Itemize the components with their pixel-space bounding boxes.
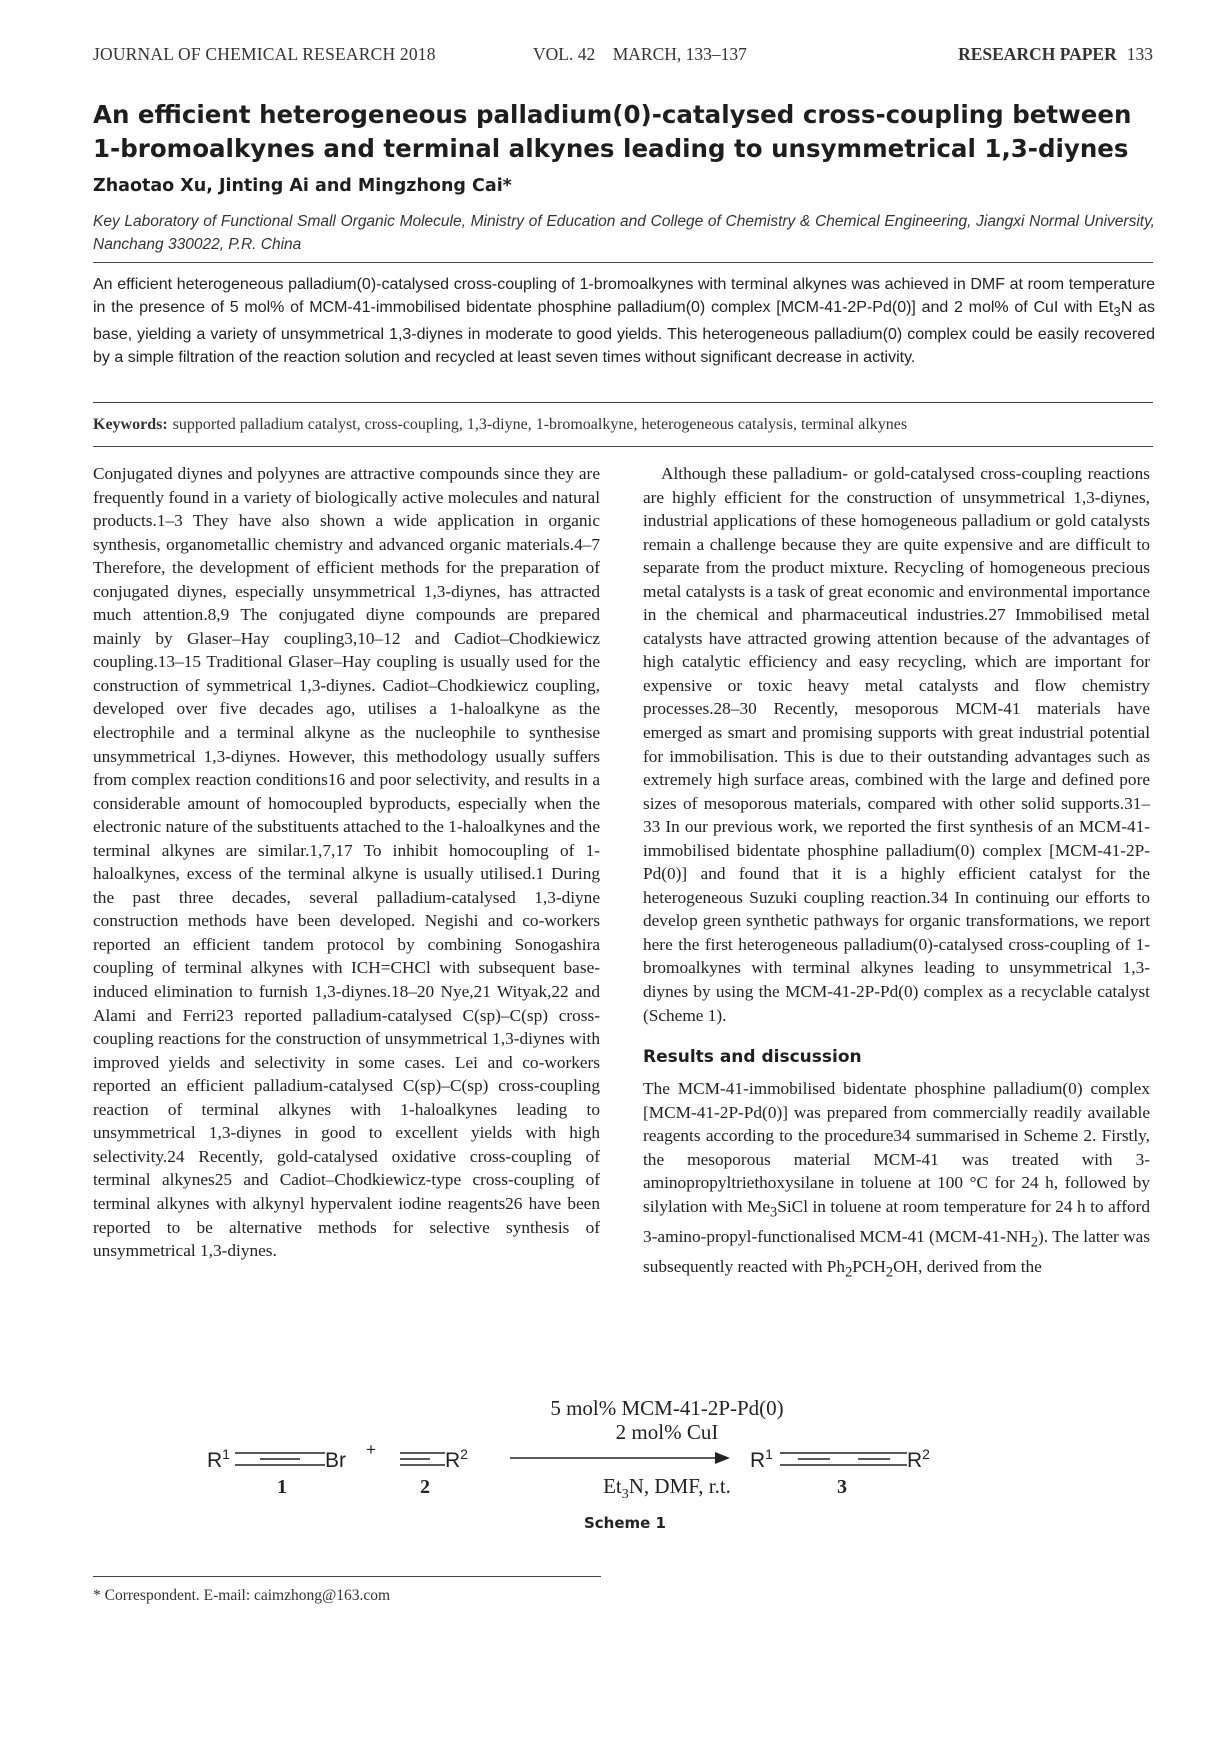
right-column	[643, 462, 1150, 1285]
abstract-text-2: N as base, yielding a variety of unsymmetrical 1,3-diynes in moderate to good yields. This heterogeneous palladium(0) complex could be easily recovered by a simple filtration of the reaction solution and recycled at least seven times without significant decrease in activity.	[93, 298, 1155, 366]
conditions-suffix: N, DMF, r.t.	[628, 1474, 731, 1498]
abstract-text-1: An efficient heterogeneous palladium(0)-catalysed cross-coupling of 1-bromoalkynes with terminal alkynes was achieved in DMF at room temperature in the presence of 5 mol% of MCM-41-immobilised bidentate phosphine palladium(0) complex [MCM-41-2P-Pd(0)] and 2 mol% of CuI with Et	[93, 276, 1155, 316]
reactant1-triple-bond	[235, 1453, 325, 1465]
page-number: 133	[1126, 44, 1153, 64]
product-r2: R	[907, 1449, 923, 1472]
article-type-and-page	[958, 44, 1153, 65]
article-type: RESEARCH PAPER	[958, 44, 1117, 64]
reactant2-r-sup: 2	[460, 1446, 468, 1462]
product-r1-group	[750, 1446, 773, 1472]
product-r2-group	[907, 1446, 930, 1472]
abstract-bottom-rule	[93, 402, 1153, 403]
reactant1-r-group	[207, 1446, 230, 1472]
results-sub-1: 3	[770, 1204, 778, 1221]
reactant1-r-sup: 1	[222, 1446, 230, 1462]
intro-paragraph: Conjugated diynes and polyynes are attractive compounds since they are frequently found in a variety of biologically active molecules and natural products.1–3 They have also shown a wide application in organic synthesis, organometallic chemistry and advanced organic materials.4–7 Therefore, the development of efficient methods for the preparation of conjugated diynes, especially unsymmetrical 1,3-diynes, has attracted much attention.8,9 The conjugated diyne compounds are prepared mainly by Glaser–Hay coupling3,10–12 and Cadiot–Chodkiewicz coupling.13–15 Traditional Glaser–Hay coupling is usually used for the construction of symmetrical 1,3-diynes. Cadiot–Chodkiewicz coupling, developed over five decades ago, utilises a 1-haloalkyne as the electrophile and a terminal alkyne as the nucleophile to synthesise unsymmetrical 1,3-diynes. However, this methodology usually suffers from complex reaction conditions16 and poor selectivity, and results in a considerable amount of homocoupled byproducts, especially when the electronic nature of the substituents attached to the 1-haloalkynes and the terminal alkynes are similar.1,7,17 To inhibit homocoupling of 1-haloalkynes, excess of the terminal alkyne is usually utilised.1 During the past three decades, several palladium-catalysed 1,3-diyne construction methods have been developed. Negishi and co-workers reported an efficient tandem protocol by combining Sonogashira coupling of terminal alkynes with ICH=CHCl with subsequent base-induced elimination to furnish 1,3-diynes.18–20 Nye,21 Wityak,22 and Alami and Ferri23 reported palladium-catalysed C(sp)–C(sp) cross-coupling reactions for the construction of unsymmetrical 1,3-diynes with improved yields and selectivity in some cases. Lei and co-workers reported an efficient palladium-catalysed C(sp)–C(sp) cross-coupling reaction of terminal alkynes with 1-haloalkynes leading to unsymmetrical 1,3-diynes in good to excellent yields with high selectivity.24 Recently, gold-catalysed oxidative cross-coupling of terminal alkynes25 and Cadiot–Chodkiewicz-type cross-coupling of terminal alkynes with alkynyl hypervalent iodine reagents26 have been reported to be alternative methods for selective synthesis of unsymmetrical 1,3-diynes.	[93, 464, 600, 1261]
abstract	[93, 274, 1155, 369]
reactant2-r-group	[445, 1446, 468, 1472]
product-r1-sup: 1	[765, 1446, 773, 1462]
keywords	[93, 416, 1155, 434]
keywords-label: Keywords:	[93, 416, 168, 433]
results-paragraph	[643, 1077, 1150, 1285]
left-column	[93, 462, 600, 1263]
reactant2-triple-bond	[400, 1453, 445, 1465]
results-text-4: PCH	[852, 1256, 886, 1276]
conditions-label	[603, 1474, 731, 1502]
reactant1-bromine: Br	[325, 1449, 346, 1472]
compound-label-1: 1	[277, 1476, 287, 1498]
article-title: An efficient heterogeneous palladium(0)-catalysed cross-coupling between 1-bromoalkynes and terminal alkynes leading to unsymmetrical 1,3-diynes	[93, 100, 1132, 163]
product-diyne-bonds	[780, 1453, 907, 1465]
reaction-arrow	[510, 1452, 730, 1464]
footnote-rule	[93, 1576, 601, 1577]
results-sub-3: 2	[845, 1264, 853, 1281]
conditions-subscript: 3	[621, 1487, 629, 1502]
results-text-2: SiCl in toluene at room temperature for 24 h to afford 3-amino-propyl-functionalised MCM-41 (MCM-41-NH	[643, 1196, 1150, 1246]
reactant2-r: R	[445, 1449, 461, 1472]
abstract-subscript: 3	[1113, 303, 1121, 319]
results-sub-4: 2	[885, 1264, 894, 1281]
abstract-top-rule	[93, 262, 1153, 263]
keywords-bottom-rule	[93, 446, 1153, 447]
journal-name: JOURNAL OF CHEMICAL RESEARCH 2018	[93, 44, 436, 64]
correspondence-footnote: * Correspondent. E-mail: caimzhong@163.com	[93, 1587, 391, 1604]
author-list: Zhaotao Xu, Jinting Ai and Mingzhong Cai*	[93, 176, 512, 196]
running-header	[93, 44, 1153, 70]
results-text-1: The MCM-41-immobilised bidentate phosphine palladium(0) complex [MCM-41-2P-Pd(0)] was prepared from commercially readily available reagents according to the procedure34 summarised in Scheme 2. Firstly, the mesoporous material MCM-41 was treated with 3-aminopropyltriethoxysilane in toluene at 100 °C for 24 h, followed by silylation with Me	[643, 1079, 1150, 1216]
product-r2-sup: 2	[922, 1446, 930, 1462]
volume-issue: VOL. 42 MARCH, 133–137	[533, 44, 747, 64]
compound-label-2: 2	[420, 1476, 430, 1498]
plus-sign: +	[366, 1440, 376, 1459]
cocatalyst-label: 2 mol% CuI	[615, 1420, 719, 1444]
catalyst-label: 5 mol% MCM-41-2P-Pd(0)	[550, 1396, 784, 1420]
compound-label-3: 3	[837, 1476, 847, 1498]
keywords-list: supported palladium catalyst, cross-coupling, 1,3-diyne, 1-bromoalkyne, heterogeneous catalysis, terminal alkynes	[172, 416, 908, 433]
results-text-3: ). The latter was subsequently reacted with Ph	[643, 1226, 1150, 1276]
conditions-prefix: Et	[603, 1474, 622, 1498]
results-sub-2: 2	[1030, 1234, 1039, 1251]
intro-paragraph-2: Although these palladium- or gold-catalysed cross-coupling reactions are highly efficient for the construction of unsymmetrical 1,3-diynes, industrial applications of these homogeneous palladium or gold catalysts remain a challenge because they are quite expensive and are difficult to separate from the product mixture. Recycling of homogeneous precious metal catalysts is a task of great economic and environmental importance in the chemical and pharmaceutical industries.27 Immobilised metal catalysts have attracted growing attention because of the advantages of high catalytic efficiency and easy recycling, which are important for expensive or toxic heavy metal catalysts and flow chemistry processes.28–30 Recently, mesoporous MCM-41 materials have emerged as smart and promising supports with great industrial potential for immobilisation. This is due to their outstanding advantages such as extremely high surface areas, combined with the large and defined pore sizes of mesoporous materials, compared with other solid supports.31–33 In our previous work, we reported the first synthesis of an MCM-41-immobilised bidentate phosphine palladium(0) complex [MCM-41-2P-Pd(0)] and found that it is a highly efficient catalyst for the heterogeneous Suzuki coupling reaction.34 In continuing our efforts to develop green synthetic pathways for organic transformations, we report here the first heterogeneous palladium(0)-catalysed cross-coupling of 1-bromoalkynes with terminal alkynes leading to unsymmetrical 1,3-diynes by using the MCM-41-2P-Pd(0) complex as a recyclable catalyst (Scheme 1).	[643, 464, 1150, 1025]
reactant1-r: R	[207, 1449, 223, 1472]
results-text-5: OH, derived from the	[893, 1256, 1042, 1276]
affiliation: Key Laboratory of Functional Small Organic Molecule, Ministry of Education and College of Chemistry & Chemical Engineering, Jiangxi Normal University, Nanchang 330022, P.R. China	[93, 213, 1155, 253]
product-r1: R	[750, 1449, 766, 1472]
scheme-caption: Scheme 1	[583, 1514, 666, 1532]
section-heading-results: Results and discussion	[643, 1047, 862, 1068]
